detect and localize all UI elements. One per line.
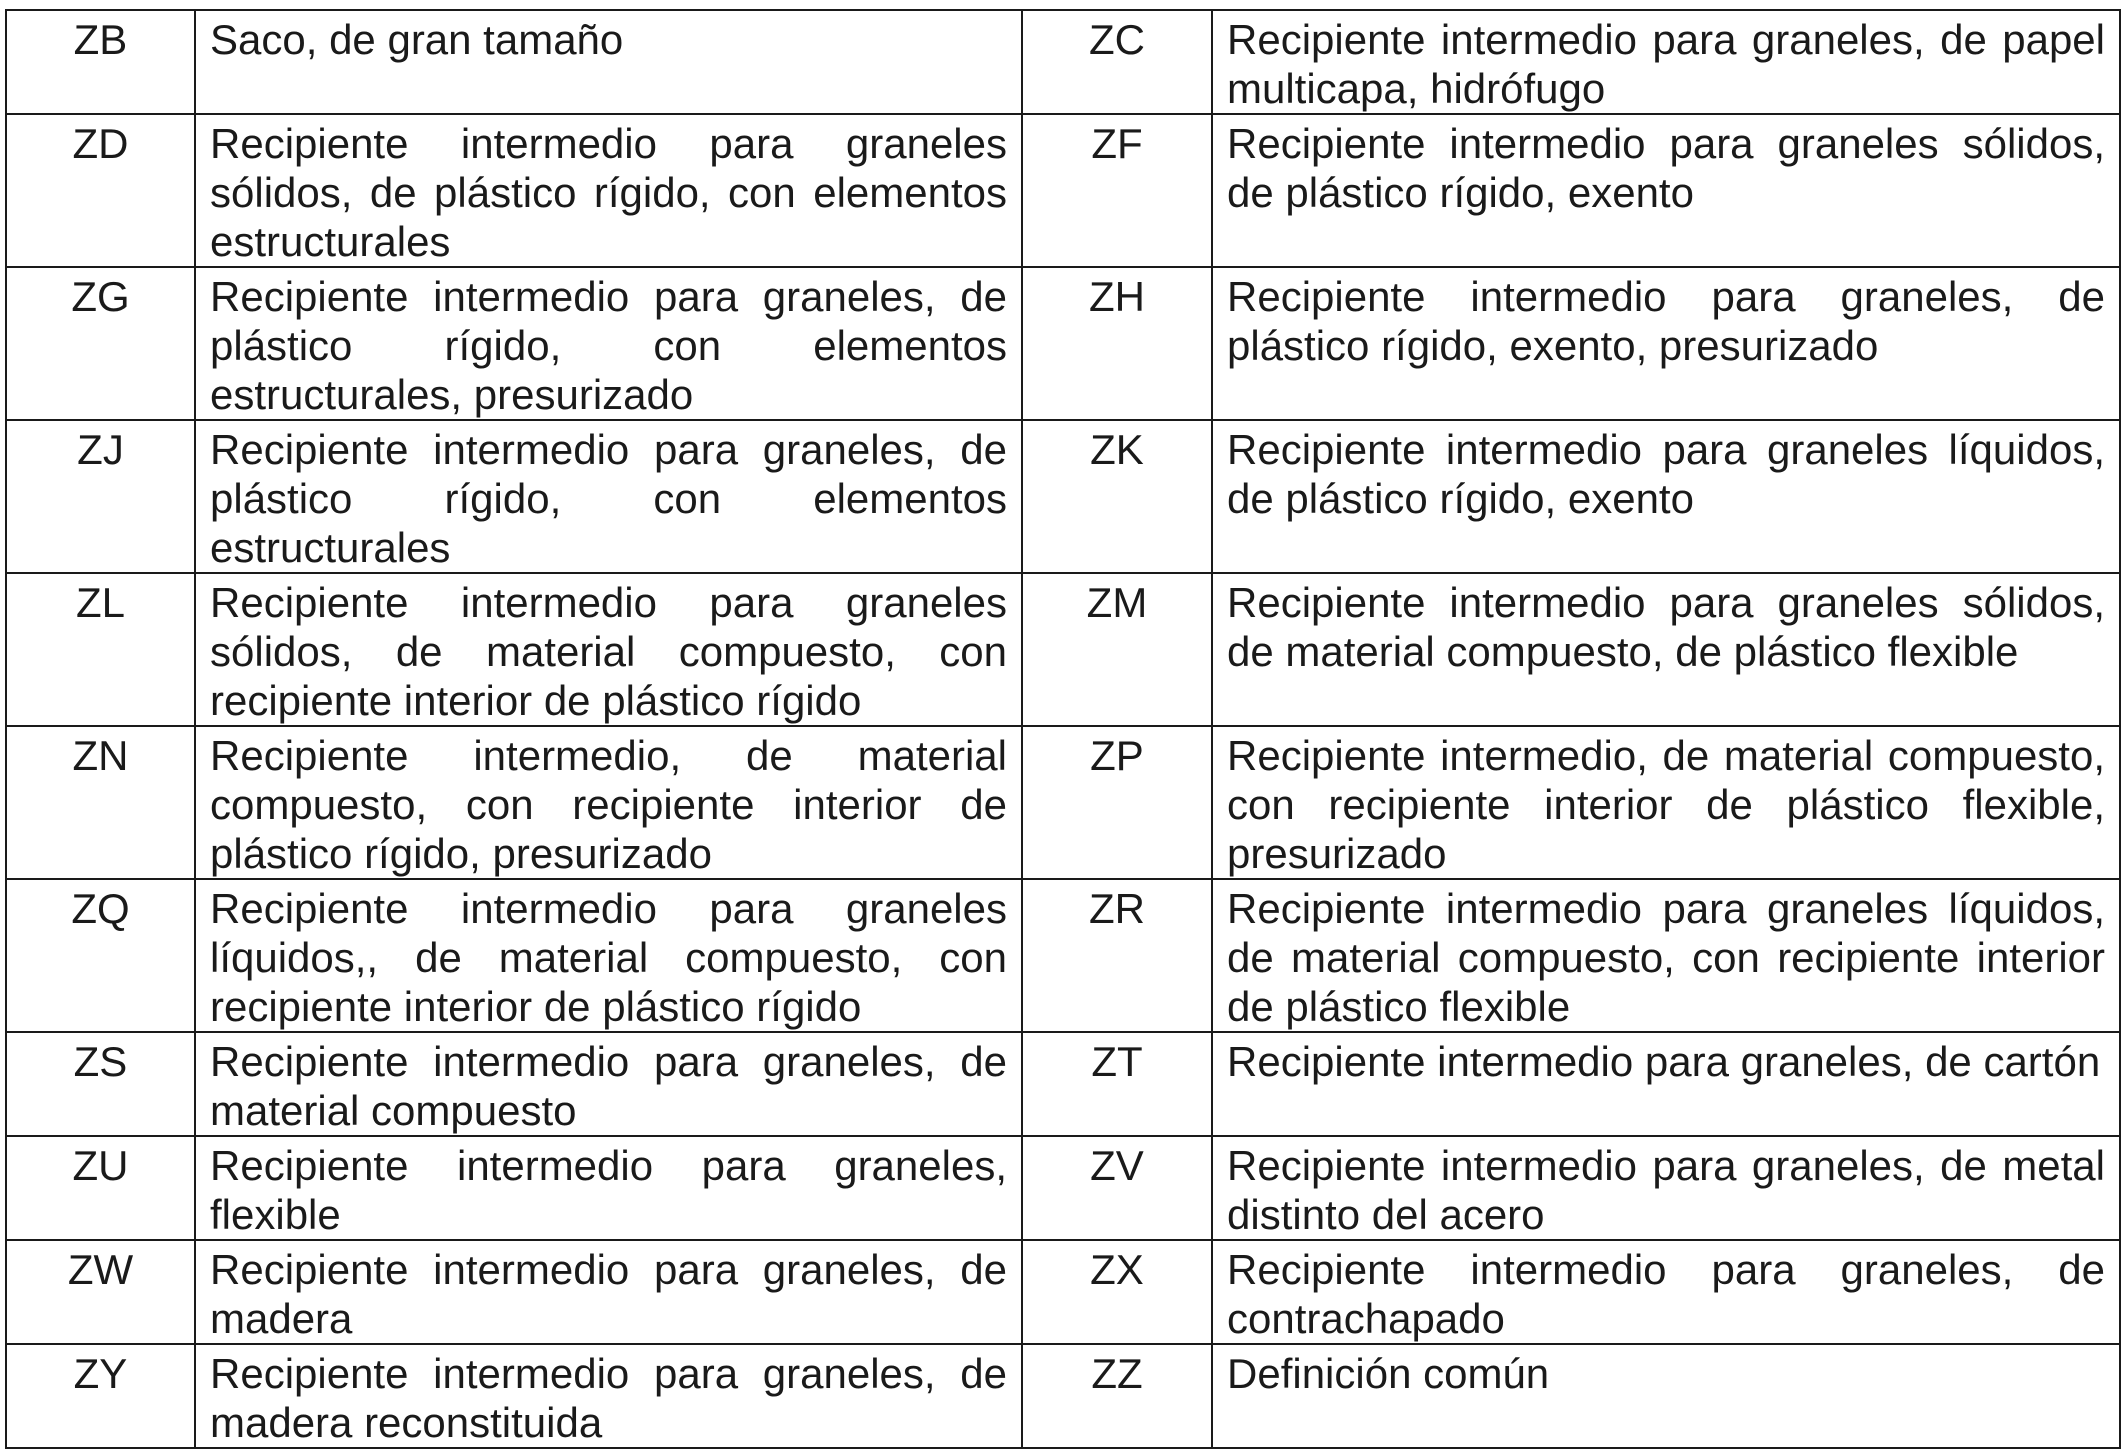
description-cell: Recipiente intermedio para graneles, de cartón: [1212, 1032, 2120, 1136]
description-cell: Recipiente intermedio para graneles sólidos, de material compuesto, con recipiente interior de plástico rígido: [195, 573, 1022, 726]
description-cell: Recipiente intermedio, de material compuesto, con recipiente interior de plástico flexible, presurizado: [1212, 726, 2120, 879]
table-row: [6, 1344, 2120, 1448]
table-row: [6, 726, 2120, 879]
table-row: [6, 10, 2120, 114]
table-row: [6, 420, 2120, 573]
code-cell: ZS: [6, 1032, 195, 1136]
description-cell: Recipiente intermedio para graneles sólidos, de plástico rígido, con elementos estructurales: [195, 114, 1022, 267]
description-cell: Recipiente intermedio para graneles, flexible: [195, 1136, 1022, 1240]
table-row: [6, 879, 2120, 1032]
code-cell: ZV: [1022, 1136, 1212, 1240]
table-row: [6, 1032, 2120, 1136]
description-cell: Recipiente intermedio para graneles, de madera: [195, 1240, 1022, 1344]
code-cell: ZH: [1022, 267, 1212, 420]
description-cell: Recipiente intermedio para graneles líquidos,, de material compuesto, con recipiente interior de plástico rígido: [195, 879, 1022, 1032]
code-cell: ZX: [1022, 1240, 1212, 1344]
package-code-table: [5, 9, 2121, 1449]
code-cell: ZN: [6, 726, 195, 879]
code-cell: ZY: [6, 1344, 195, 1448]
code-cell: ZU: [6, 1136, 195, 1240]
description-cell: Recipiente intermedio para graneles, de plástico rígido, con elementos estructurales: [195, 420, 1022, 573]
description-cell: Recipiente intermedio para graneles, de papel multicapa, hidrófugo: [1212, 10, 2120, 114]
code-cell: ZP: [1022, 726, 1212, 879]
description-cell: Recipiente intermedio para graneles, de material compuesto: [195, 1032, 1022, 1136]
code-cell: ZD: [6, 114, 195, 267]
description-cell: Recipiente intermedio para graneles, de madera reconstituida: [195, 1344, 1022, 1448]
table-row: [6, 1240, 2120, 1344]
code-cell: ZT: [1022, 1032, 1212, 1136]
table-row: [6, 267, 2120, 420]
code-cell: ZR: [1022, 879, 1212, 1032]
code-cell: ZM: [1022, 573, 1212, 726]
description-cell: Saco, de gran tamaño: [195, 10, 1022, 114]
description-cell: Recipiente intermedio para graneles, de metal distinto del acero: [1212, 1136, 2120, 1240]
code-cell: ZL: [6, 573, 195, 726]
code-cell: ZJ: [6, 420, 195, 573]
code-cell: ZW: [6, 1240, 195, 1344]
code-cell: ZB: [6, 10, 195, 114]
description-cell: Recipiente intermedio para graneles sólidos, de material compuesto, de plástico flexible: [1212, 573, 2120, 726]
description-cell: Recipiente intermedio para graneles, de contrachapado: [1212, 1240, 2120, 1344]
code-cell: ZC: [1022, 10, 1212, 114]
description-cell: Recipiente intermedio, de material compuesto, con recipiente interior de plástico rígido, presurizado: [195, 726, 1022, 879]
code-cell: ZK: [1022, 420, 1212, 573]
description-cell: Recipiente intermedio para graneles líquidos, de material compuesto, con recipiente interior de plástico flexible: [1212, 879, 2120, 1032]
code-cell: ZF: [1022, 114, 1212, 267]
description-cell: Recipiente intermedio para graneles sólidos, de plástico rígido, exento: [1212, 114, 2120, 267]
description-cell: Recipiente intermedio para graneles, de plástico rígido, exento, presurizado: [1212, 267, 2120, 420]
table-row: [6, 573, 2120, 726]
code-cell: ZG: [6, 267, 195, 420]
code-cell: ZZ: [1022, 1344, 1212, 1448]
table-row: [6, 114, 2120, 267]
code-cell: ZQ: [6, 879, 195, 1032]
description-cell: Recipiente intermedio para graneles, de plástico rígido, con elementos estructurales, presurizado: [195, 267, 1022, 420]
table-row: [6, 1136, 2120, 1240]
description-cell: Recipiente intermedio para graneles líquidos, de plástico rígido, exento: [1212, 420, 2120, 573]
description-cell: Definición común: [1212, 1344, 2120, 1448]
